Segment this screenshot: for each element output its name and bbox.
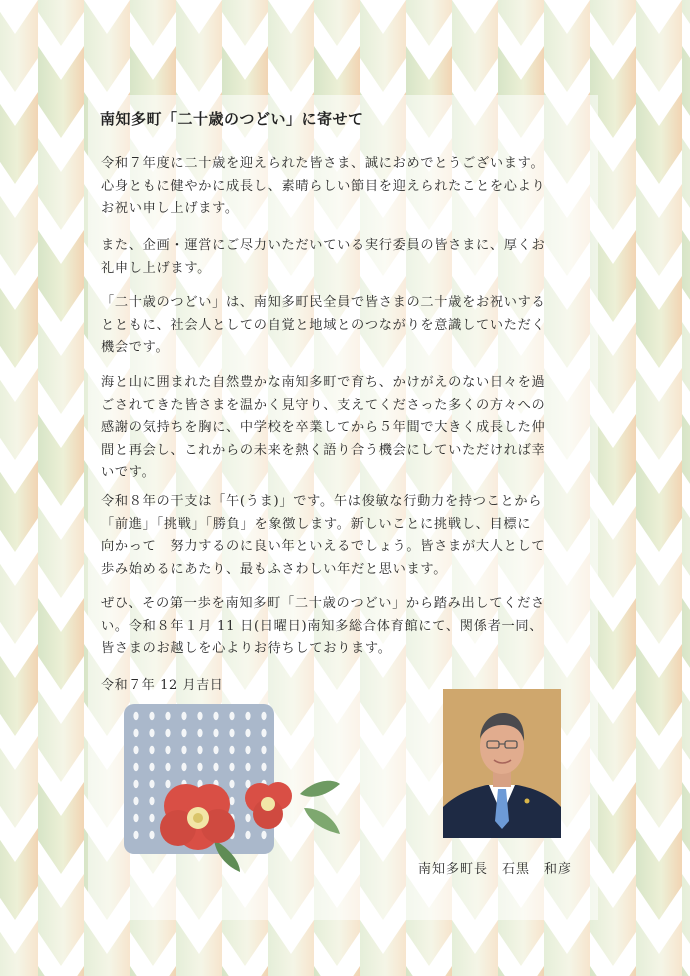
pattern-chevron (360, 0, 406, 92)
cloth-dot (165, 712, 170, 720)
cloth-dot (245, 780, 250, 788)
cloth-dot (149, 814, 154, 822)
cloth-dot (229, 797, 234, 805)
leaf-top (300, 781, 340, 797)
pattern-chevron (682, 506, 690, 598)
pattern-chevron (84, 0, 130, 92)
cloth-dot (245, 746, 250, 754)
pattern-chevron (38, 230, 84, 322)
mayor-signature: 南知多町長 石黒 和彦 (418, 862, 573, 877)
cloth-dot (165, 780, 170, 788)
pattern-chevron (452, 0, 498, 92)
pattern-chevron (544, 0, 590, 92)
cloth-dot (149, 763, 154, 771)
cloth-dot (213, 763, 218, 771)
cloth-dot (165, 746, 170, 754)
pattern-chevron (222, 0, 268, 46)
pattern-chevron (84, 920, 130, 976)
cloth-dot (149, 831, 154, 839)
paragraph-purpose: 「二十歳のつどい」は、南知多町民全員で皆さまの二十歳をお祝いする とともに、社会人としての自覚と地域とのつながりを意識していただく 機会です。 (101, 295, 546, 356)
pattern-chevron (682, 966, 690, 976)
cloth-dot (149, 729, 154, 737)
cloth-dot (149, 746, 154, 754)
cloth-dot (165, 763, 170, 771)
cloth-dot (261, 729, 266, 737)
pattern-chevron (0, 184, 38, 276)
pattern-chevron (38, 874, 84, 966)
cloth-dot (133, 797, 138, 805)
mayor-photo (443, 689, 561, 838)
cloth-dot (133, 831, 138, 839)
pattern-chevron (0, 92, 38, 184)
paragraph-thanks: また、企画・運営にご尽力いただいている実行委員の皆さまに、厚くお 礼申し上げます。 (101, 238, 546, 276)
letter-date: 令和７年 12 月吉日 (101, 678, 224, 693)
cloth-dot (197, 746, 202, 754)
camellia-flower-large (160, 784, 235, 850)
leaf-right (304, 808, 340, 834)
pattern-chevron (314, 966, 360, 976)
pattern-chevron (682, 414, 690, 506)
cloth-dot (213, 712, 218, 720)
cloth-dot (133, 712, 138, 720)
pattern-chevron (682, 322, 690, 414)
pattern-chevron (0, 644, 38, 736)
pattern-chevron (0, 920, 38, 976)
pattern-chevron (636, 184, 682, 276)
pattern-chevron (636, 368, 682, 460)
letter-title: 南知多町「二十歳のつどい」に寄せて (100, 110, 364, 128)
pattern-chevron (636, 828, 682, 920)
pattern-chevron (452, 920, 498, 976)
pattern-chevron (130, 0, 176, 46)
pattern-chevron (682, 690, 690, 782)
pattern-chevron (498, 966, 544, 976)
pattern-chevron (0, 460, 38, 552)
paragraph-hometown: 海と山に囲まれた自然豊かな南知多町で育ち、かけがえのない日々を過 ごされてきた皆さまを温かく見守り、支えてくださった多くの方々への 感謝の気持ちを胸に、中学校を卒業してから５年間で大きく成長した仲 間と再会し、これからの未来を熱く語り合う機会にしていただければ幸 いです。 (101, 375, 546, 481)
cloth-dot (213, 729, 218, 737)
pattern-chevron (38, 322, 84, 414)
cloth-dot (261, 746, 266, 754)
cloth-dot (229, 712, 234, 720)
cloth-dot (197, 712, 202, 720)
cloth-dot (245, 814, 250, 822)
cloth-dot (149, 797, 154, 805)
pattern-chevron (498, 0, 544, 46)
pattern-chevron (314, 0, 360, 46)
pattern-chevron (544, 920, 590, 976)
cloth-dot (229, 780, 234, 788)
cloth-dot (245, 712, 250, 720)
cloth-dot (229, 746, 234, 754)
cloth-dot (245, 763, 250, 771)
pattern-chevron (636, 920, 682, 976)
cloth-dot (133, 763, 138, 771)
cloth-dot (229, 763, 234, 771)
camellia-illustration (118, 700, 348, 880)
pattern-chevron (682, 138, 690, 230)
paragraph-zodiac: 令和８年の干支は「午(うま)」です。午は俊敏な行動力を持つことから 「前進」「挑戦」「勝負」を象徴します。新しいことに挑戦し、目標に 向かって 努力するのに良い年といえるでしょう。皆さまが大人として 歩み始めるにあたり、最もふさわしい年だと思います。 (101, 494, 546, 577)
pattern-chevron (38, 506, 84, 598)
cloth-dot (197, 729, 202, 737)
pattern-chevron (636, 736, 682, 828)
pattern-chevron (0, 552, 38, 644)
pattern-chevron (682, 782, 690, 874)
pattern-chevron (268, 920, 314, 976)
pattern-chevron (38, 46, 84, 138)
pattern-chevron (636, 644, 682, 736)
pattern-chevron (38, 0, 84, 46)
cloth-dot (181, 763, 186, 771)
pattern-chevron (0, 368, 38, 460)
cloth-dot (149, 712, 154, 720)
pattern-chevron (636, 552, 682, 644)
cloth-dot (133, 814, 138, 822)
cloth-dot (261, 763, 266, 771)
cloth-dot (213, 746, 218, 754)
pattern-chevron (0, 276, 38, 368)
cloth-dot (133, 780, 138, 788)
pattern-chevron (636, 92, 682, 184)
pattern-chevron (38, 966, 84, 976)
pattern-chevron (38, 414, 84, 506)
pattern-chevron (176, 0, 222, 92)
pattern-chevron (682, 874, 690, 966)
cloth-dot (229, 729, 234, 737)
pattern-chevron (590, 0, 636, 46)
pattern-chevron (360, 920, 406, 976)
pattern-chevron (0, 736, 38, 828)
cloth-dot (181, 712, 186, 720)
cloth-dot (245, 831, 250, 839)
pattern-chevron (682, 230, 690, 322)
cloth-dot (165, 729, 170, 737)
pattern-chevron (636, 0, 682, 92)
pattern-chevron (406, 966, 452, 976)
cloth-dot (133, 746, 138, 754)
pattern-chevron (682, 46, 690, 138)
paragraph-invitation: ぜひ、その第一歩を南知多町「二十歳のつどい」から踏み出してくださ い。令和８年１月 11 日(日曜日)南知多総合体育館にて、関係者一同、 皆さまのお越しを心よりお待ちしております。 (101, 596, 545, 657)
pattern-chevron (0, 0, 38, 92)
cloth-dot (245, 729, 250, 737)
pattern-chevron (38, 690, 84, 782)
pattern-chevron (38, 782, 84, 874)
pattern-chevron (406, 0, 452, 46)
pattern-chevron (636, 460, 682, 552)
cloth-dot (261, 831, 266, 839)
pattern-chevron (268, 0, 314, 92)
cloth-dot (181, 746, 186, 754)
pattern-chevron (682, 598, 690, 690)
cloth-dot (197, 763, 202, 771)
cloth-dot (133, 729, 138, 737)
pattern-chevron (222, 966, 268, 976)
pattern-chevron (38, 138, 84, 230)
cloth-dot (149, 780, 154, 788)
pattern-chevron (176, 920, 222, 976)
pattern-chevron (38, 598, 84, 690)
pattern-chevron (590, 966, 636, 976)
pattern-chevron (636, 276, 682, 368)
pattern-chevron (682, 0, 690, 46)
cloth-dot (181, 729, 186, 737)
cloth-dot (261, 712, 266, 720)
paragraph-greeting: 令和７年度に二十歳を迎えられた皆さま、誠におめでとうございます。 心身ともに健やかに成長し、素晴らしい節目を迎えられたことを心より お祝い申し上げます。 (101, 156, 546, 217)
pattern-chevron (0, 828, 38, 920)
pattern-chevron (130, 966, 176, 976)
